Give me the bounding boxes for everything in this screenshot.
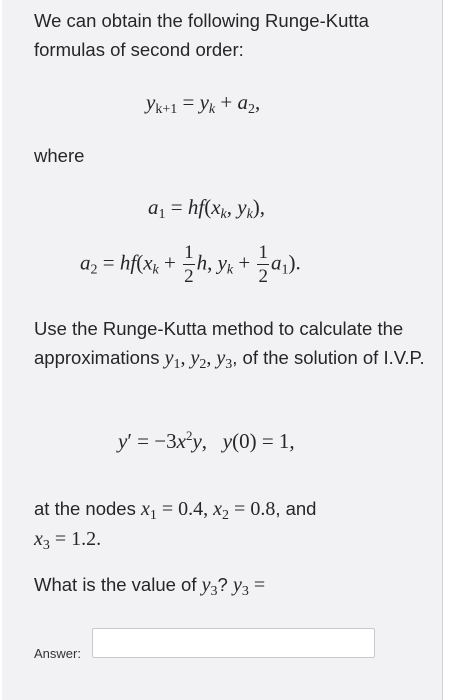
where-text: where [34, 145, 85, 166]
nodes-text: at the nodes $x_1 = 0.4$, $x_2 = 0.8$, and $x_3 = 1.2$. [34, 498, 317, 553]
intro-text: We can obtain the following Runge-Kutta formulas of second order: [34, 10, 369, 60]
answer-label: Answer: [34, 646, 81, 661]
formula-main: $y_{k+1} = y_k + a_2$, [146, 90, 261, 117]
ask-text: What is the value of $y_3$? $y_3$ = [34, 574, 266, 599]
instruction-text: Use the Runge-Kutta method to calculate the approximations $y_1$, $y_2$, $y_3$, of the solution of I.V.P. [34, 318, 425, 372]
formula-a2: $a_2 = hf(x_k$ + $\frac{1}{2}$ h, $y_k$ + $\frac{1}{2}$ $a_1$). [80, 242, 301, 287]
ivp-formula: $y' = -3x^2y$, y(0) = 1, [118, 428, 295, 453]
answer-input[interactable] [92, 628, 375, 658]
formula-a1: $a_1 = hf(x_k$, $y_k$), [148, 195, 266, 222]
